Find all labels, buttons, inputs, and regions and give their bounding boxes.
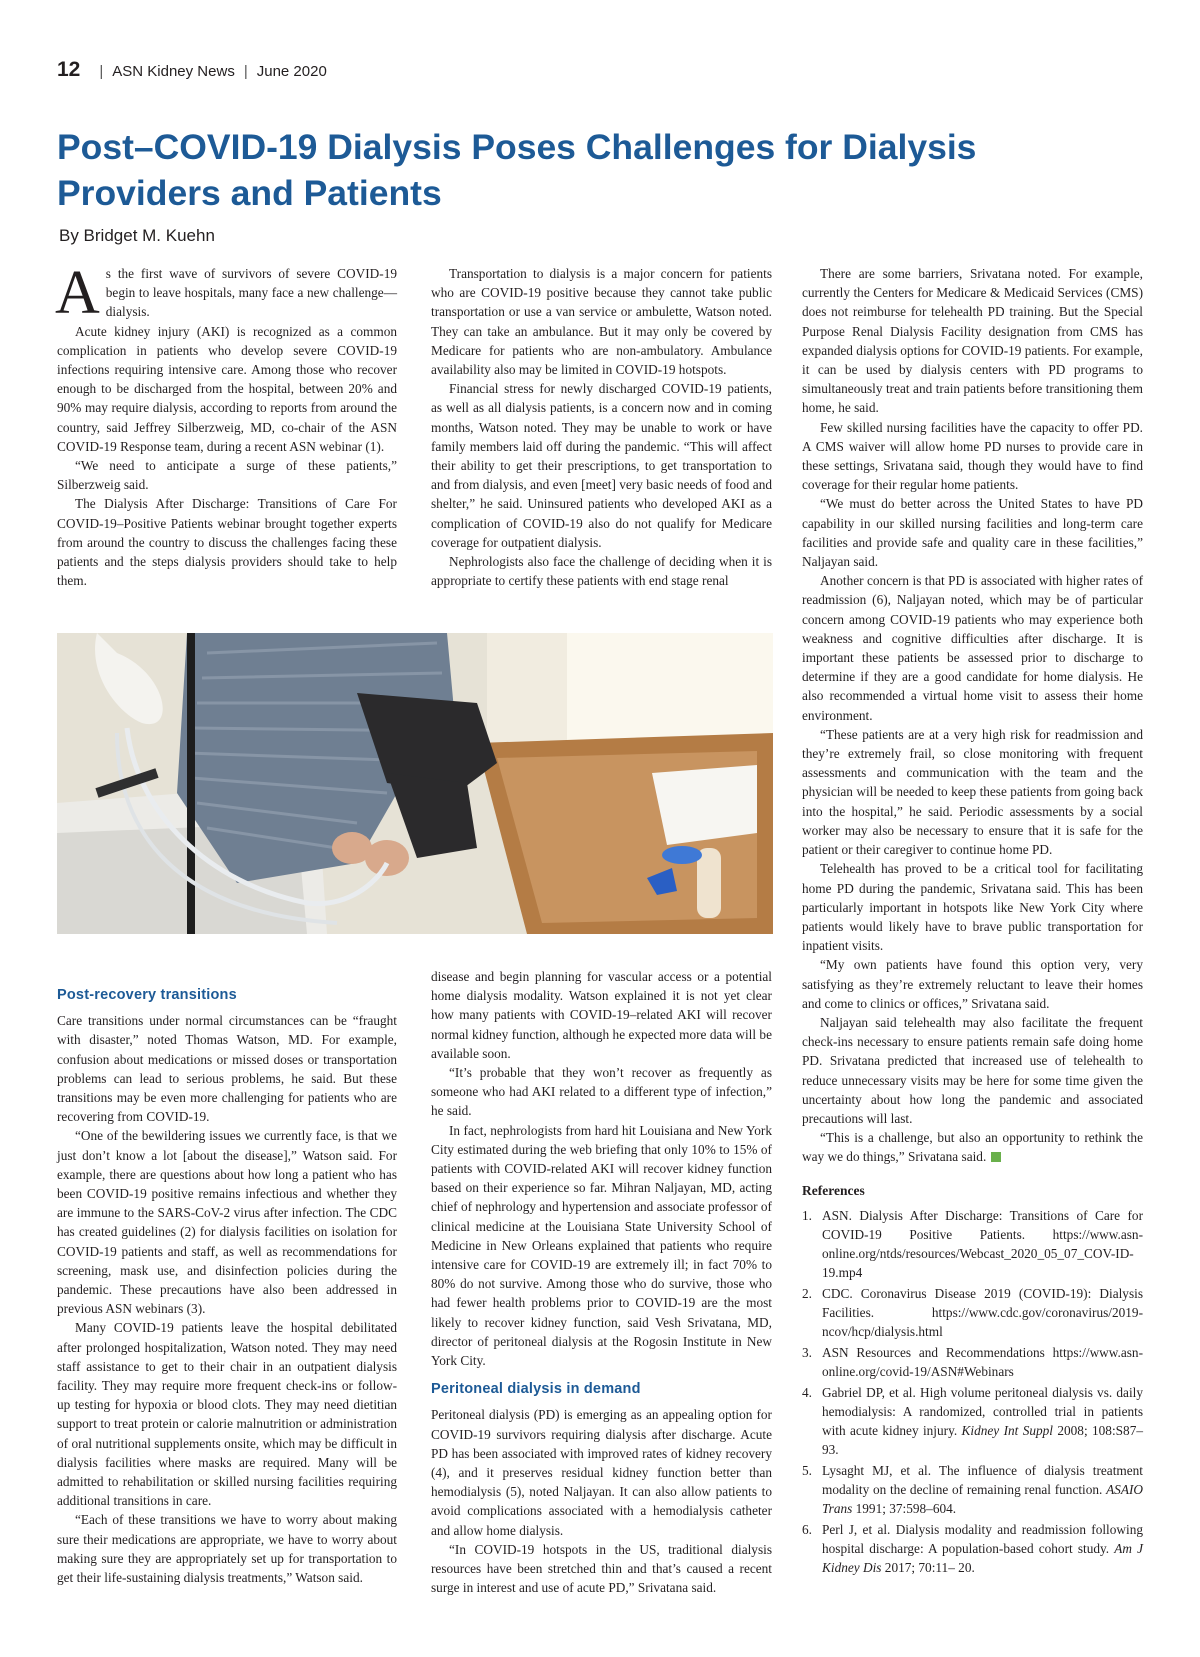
journal-name: ASAIO Trans	[822, 1481, 1143, 1516]
paragraph: Peritoneal dialysis (PD) is emerging as an appealing option for COVID-19 survivors requiring dialysis after discharge. Acute PD has been associated with improved rates of kidney recovery (4), and it preserves residual kidney function better than hemodialysis (5), noted Naljayan. It can also allow patients to avoid complications associated with a hemodialysis catheter and allow home dialysis.	[431, 1407, 772, 1538]
reference-item: 6. Perl J, et al. Dialysis modality and readmission following hospital discharge: A population-based cohort study. Am J Kidney Dis 2017; 70:11– 20.	[802, 1521, 1143, 1575]
reference-item: 3. ASN Resources and Recommendations https://www.asn-online.org/covid-19/ASN#Webinars	[802, 1344, 1143, 1379]
section-heading: Post-recovery transitions	[57, 987, 237, 1003]
column-2-bottom	[431, 967, 772, 1598]
column-3	[802, 264, 1143, 1579]
header-separator: |	[243, 63, 248, 80]
issue-date: June 2020	[256, 63, 327, 80]
paragraph: Many COVID-19 patients leave the hospital debilitated after prolonged hospitalization, Watson noted. They may need staff assistance to get to their chair in an outpatient dialysis facility. They may require more frequent check-ins or follow-up testing for hypoxia or blood clots. They may need dietitian support to treat protein or calorie malnutrition or administration of oral nutritional supplements onsite, which may be difficult in dialysis facilities where masks are required. Many will be admitted to rehabilitation or skilled nursing facilities requiring additional transitions in care.	[57, 1320, 397, 1509]
photo-illustration	[57, 633, 773, 934]
article-title: Post–COVID-19 Dialysis Poses Challenges for Dialysis Providers and Patients	[57, 127, 977, 213]
paragraph: There are some barriers, Srivatana noted. For example, currently the Centers for Medicare & Medicaid Services (CMS) does not reimburse for telehealth PD training. But the Special Purpose Renal Dialysis Facility designation from CMS has expanded dialysis options for COVID-19 patients. For example, it can be used by dialysis centers with PD programs to simultaneously treat and train patients before transitioning them home, he said.	[802, 266, 1143, 416]
paragraph: disease and begin planning for vascular access or a potential home dialysis modality. Watson explained it is not yet clear how many patients with COVID-19–related AKI will recover normal kidney function, although he expected more data will be available soon.	[431, 969, 772, 1061]
journal-name: Kidney Int Suppl	[961, 1422, 1053, 1438]
paragraph: “These patients are at a very high risk for readmission and they’re extremely frail, so close monitoring with frequent assessments and communication with the team and the physician will be needed to keep these patients from going back into the hospital,” he said. Periodic assessments by a social worker may also be necessary to ensure that it is safe for the patient or their caregiver to continue home PD.	[802, 726, 1143, 858]
publication-name: ASN Kidney News	[112, 63, 235, 80]
paragraph: “We need to anticipate a surge of these patients,” Silberzweig said.	[57, 458, 397, 493]
paragraph: “Each of these transitions we have to worry about making sure their medications are appropriate, we have to worry about making sure they are appropriately set up for transportation to get their life-sustaining dialysis treatments,” Watson said.	[57, 1512, 397, 1586]
paragraph: Naljayan said telehealth may also facilitate the frequent check-ins necessary to ensure patients remain safe doing home PD. Srivatana predicted that increased use of telehealth to reduce unnecessary visits may be here for some time given the uncertainty about how long the pandemic and associated precautions will last.	[802, 1014, 1143, 1126]
paragraph: Telehealth has proved to be a critical tool for facilitating home PD during the pandemic, Srivatana said. This has been particularly important in hotspots like New York City where patients would likely have to brave public transportation for inpatient visits.	[802, 861, 1143, 954]
patient-peritoneal-dialysis-photo	[57, 633, 773, 934]
intro-paragraph: As the first wave of survivors of severe COVID-19 begin to leave hospitals, many face a new challenge—dialysis.	[55, 259, 397, 327]
reference-item: 2. CDC. Coronavirus Disease 2019 (COVID-19): Dialysis Facilities. https://www.cdc.gov/coronavirus/2019-ncov/hcp/dialysis.html	[802, 1285, 1143, 1339]
column-1-bottom	[57, 986, 397, 1587]
page-header	[57, 58, 327, 82]
header-separator: |	[99, 63, 104, 80]
byline: By Bridget M. Kuehn	[59, 226, 215, 245]
reference-item: 4. Gabriel DP, et al. High volume peritoneal dialysis vs. daily hemodialysis: A randomized, controlled trial in patients with acute kidney injury. Kidney Int Suppl 2008; 108:S87–93.	[802, 1384, 1143, 1457]
paragraph: “We must do better across the United States to have PD capability in our skilled nursing facilities and long-term care facilities and provide safe and quality care in these facilities,” Naljayan said.	[802, 496, 1143, 570]
paragraph: Another concern is that PD is associated with higher rates of readmission (6), Naljayan noted, which may be of particular concern among COVID-19 patients who may experience both weakness and cognitive difficulties after discharge. It is important these patients be assessed prior to discharge to determine if they are a good candidate for home dialysis. He also recommended a virtual home visit to assess their home environment.	[802, 573, 1143, 723]
paragraph: “My own patients have found this option very, very satisfying as they’re extremely reluctant to leave their homes and come to clinics or offices,” Srivatana said.	[802, 957, 1143, 1011]
paragraph: “One of the bewildering issues we currently face, is that we just don’t know a lot [about the disease],” Watson said. For example, there are questions about how long a patient who has been COVID-19 positive remains infectious and whether they are immune to the SARS-CoV-2 virus after infection. The CDC has created guidelines (2) for dialysis facilities on isolation for COVID-19 patients and staff, as well as recommendations for screening, mask use, and disinfection policies during the pandemic. These precautions have also been addressed in previous ASN webinars (3).	[57, 1128, 397, 1317]
paragraph: The Dialysis After Discharge: Transitions of Care For COVID-19–Positive Patients webinar brought together experts from around the country to discuss the challenges facing these patients and the steps dialysis providers should take to help them.	[57, 496, 397, 589]
paragraph: Nephrologists also face the challenge of deciding when it is appropriate to certify these patients with end stage renal	[431, 554, 772, 589]
paragraph: Transportation to dialysis is a major concern for patients who are COVID-19 positive because they cannot take public transportation or use a van service or ambulette, Watson noted. They can take an ambulance. But it may only be covered by Medicare for patients who are non-ambulatory. Ambulance availability also may be limited in COVID-19 hotspots.	[431, 266, 772, 378]
journal-name: Am J Kidney Dis	[822, 1540, 1143, 1575]
references-list	[802, 1206, 1143, 1577]
end-mark-icon	[991, 1152, 1001, 1162]
reference-item: 5. Lysaght MJ, et al. The influence of dialysis treatment modality on the decline of remaining renal function. ASAIO Trans 1991; 37:598–604.	[802, 1462, 1143, 1516]
paragraph: Few skilled nursing facilities have the capacity to offer PD. A CMS waiver will allow home PD nurses to provide care in these settings, Srivatana said, though they would have to find coverage for their regular home patients.	[802, 419, 1143, 493]
page-number: 12	[57, 58, 81, 81]
reference-item: 1. ASN. Dialysis After Discharge: Transitions of Care for COVID-19 Positive Patients. https://www.asn-online.org/ntds/resources/Webcast_2020_05_07_COV-ID-19.mp4	[802, 1207, 1143, 1280]
paragraph: “It’s probable that they won’t recover as frequently as someone who had AKI related to a different type of infection,” he said.	[431, 1065, 772, 1119]
column-2-top	[431, 264, 772, 590]
paragraph: In fact, nephrologists from hard hit Louisiana and New York City estimated during the web briefing that only 10% to 15% of patients with COVID-related AKI will recover kidney function based on their experience so far. Mihran Naljayan, MD, acting chief of nephrology and hypertension and associate professor of clinical medicine at the Louisiana State University School of Medicine in New Orleans explained that patients who require intensive care for COVID-19 are extremely ill; in fact 70% to 80% do not survive. Among those who do survive, those who had fewer health problems prior to COVID-19 are the most likely to recover kidney function, said Vesh Srivatana, MD, director of peritoneal dialysis at the Rogosin Institute in New York City.	[431, 1122, 772, 1369]
paragraph: Acute kidney injury (AKI) is recognized as a common complication in patients who develop severe COVID-19 infections requiring intensive care. Among those who recover enough to be discharged from the hospital, between 20% and 90% may require dialysis, according to reports from around the country, said Jeffrey Silberzweig, MD, co-chair of the ASN COVID-19 Response team, during a recent ASN webinar (1).	[57, 323, 397, 454]
section-heading: Peritoneal dialysis in demand	[431, 1381, 641, 1398]
paragraph: Care transitions under normal circumstances can be “fraught with disaster,” noted Thomas Watson, MD. For example, confusion about medications or missed doses or transportation problems can lead to serious problems, he said. But these transitions may be even more challenging for patients who are recovering from COVID-19.	[57, 1013, 397, 1125]
paragraph: “In COVID-19 hotspots in the US, traditional dialysis resources have been stretched thin and that’s caused a recent surge in interest and use of acute PD,” Srivatana said.	[431, 1541, 772, 1596]
column-1-top	[55, 259, 397, 590]
paragraph: “This is a challenge, but also an opportunity to rethink the way we do things,” Srivatana said.	[802, 1130, 1143, 1165]
references-heading: References	[802, 1182, 865, 1198]
drop-cap: A	[55, 259, 100, 327]
paragraph: Financial stress for newly discharged COVID-19 patients, as well as all dialysis patients, is a concern now and in coming months, Watson noted. They may be unable to work or have family members laid off during the pandemic. “This will affect their ability to get their prescriptions, to get transportation to and from dialysis, and even [meet] very basic needs of food and shelter,” he said. Uninsured patients who developed AKI as a complication of COVID-19 also do not qualify for Medicare coverage for outpatient dialysis.	[431, 381, 772, 550]
